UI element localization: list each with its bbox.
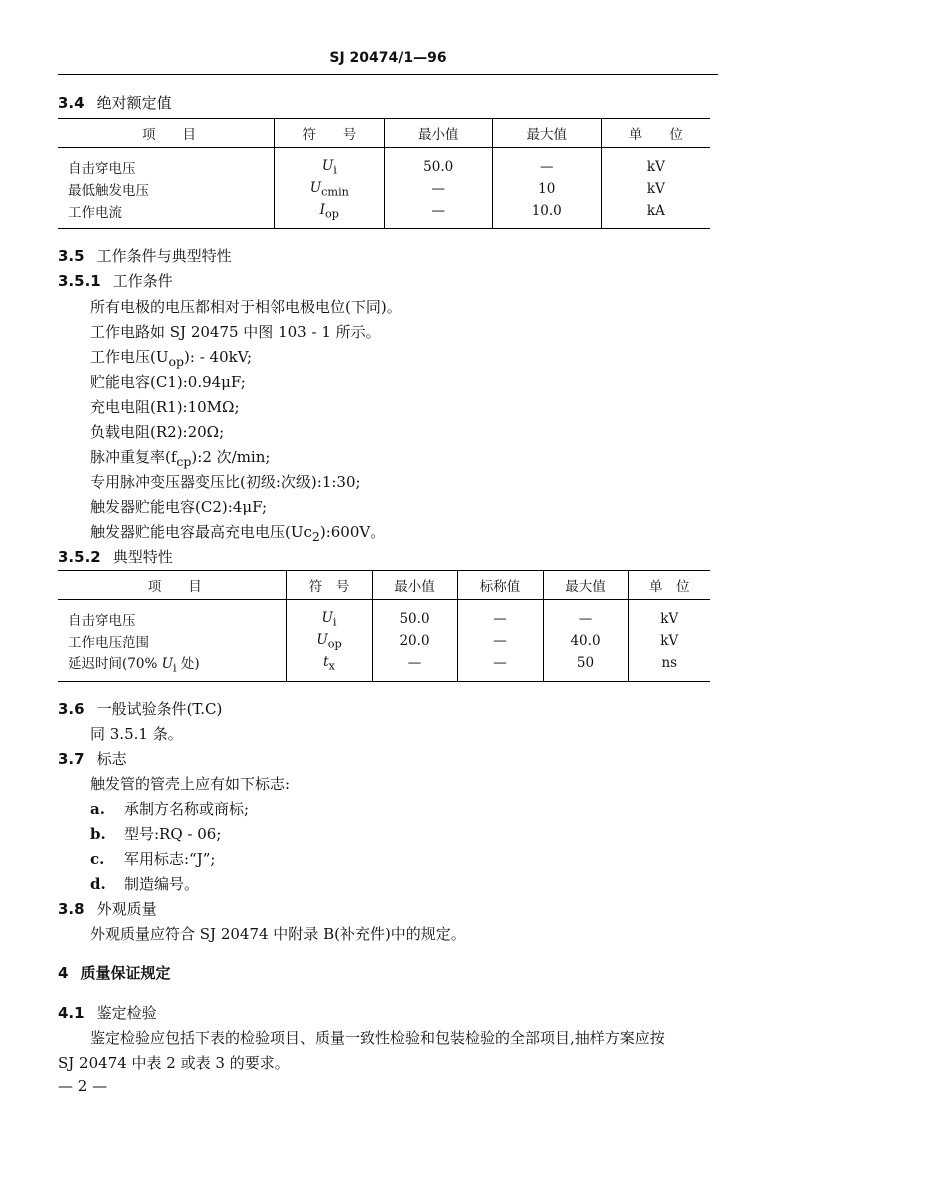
cell-max: 10.0 (492, 200, 601, 229)
section-title: 典型特性 (112, 548, 173, 566)
cell-symbol (274, 148, 384, 179)
condition-line: 负载电阻(R2):20Ω; (90, 423, 225, 441)
text: 延迟时间(70% (68, 656, 162, 672)
condition-line (90, 446, 270, 469)
col-header-max: 最大值 (543, 571, 628, 600)
symbol-sub: op (325, 207, 339, 221)
condition-line: 贮能电容(C1):0.94μF; (90, 373, 246, 391)
symbol: I (319, 201, 325, 218)
cell-item: 工作电压范围 (68, 635, 149, 651)
col-header-symbol: 符 号 (274, 119, 384, 148)
cell-symbol (274, 200, 384, 229)
col-header-symbol: 符 号 (286, 571, 372, 600)
table-row (58, 200, 710, 229)
list-text: 型号:RQ - 06; (124, 825, 222, 843)
section-3-8-heading (58, 898, 157, 919)
cell-symbol (286, 600, 372, 631)
section-number: 3.4 (58, 94, 85, 112)
section-4-1-heading (58, 1002, 157, 1023)
symbol: U (321, 609, 333, 626)
cell-symbol (274, 178, 384, 200)
section-title: 一般试验条件(T.C) (96, 700, 223, 718)
cell-symbol (286, 652, 372, 681)
cell-unit: kA (601, 200, 710, 229)
cell-unit: kV (601, 178, 710, 200)
cell-unit: kV (628, 600, 710, 631)
col-header-item: 项 目 (58, 571, 286, 600)
table-row (58, 178, 710, 200)
body-line: 触发管的管壳上应有如下标志: (90, 775, 291, 793)
section-title: 鉴定检验 (96, 1004, 157, 1022)
text: ): - 40kV; (184, 348, 253, 366)
symbol-sub: op (327, 637, 342, 651)
subscript: 2 (311, 529, 320, 544)
cell-nominal: — (457, 630, 543, 652)
cell-item: 自击穿电压 (68, 161, 136, 177)
cell-unit: kV (628, 630, 710, 652)
table-row (58, 148, 710, 179)
section-3-6-heading (58, 698, 222, 719)
symbol: t (323, 654, 329, 670)
section-number: 4.1 (58, 1004, 85, 1022)
condition-line: 触发器贮能电容(C2):4μF; (90, 498, 267, 516)
section-4-heading (58, 962, 170, 983)
subscript: op (168, 354, 185, 369)
header-rule (58, 74, 718, 75)
col-header-unit: 单 位 (628, 571, 710, 600)
section-3-5-1-heading (58, 270, 173, 291)
symbol-sub: i (333, 163, 337, 177)
section-number: 3.7 (58, 750, 85, 768)
section-number: 3.5.1 (58, 272, 101, 290)
col-header-min: 最小值 (372, 571, 457, 600)
cell-item: 自击穿电压 (68, 613, 136, 629)
cell-item: 工作电流 (68, 205, 122, 221)
col-header-min: 最小值 (384, 119, 492, 148)
text: ):2 次/min; (191, 448, 271, 466)
section-title: 绝对额定值 (96, 94, 172, 112)
text: 处) (176, 656, 200, 672)
cell-max: — (492, 148, 601, 179)
symbol: U (161, 656, 173, 672)
condition-line: 充电电阻(R1):10MΩ; (90, 398, 240, 416)
col-header-max: 最大值 (492, 119, 601, 148)
cell-nominal: — (457, 600, 543, 631)
condition-line: 所有电极的电压都相对于相邻电极电位(下同)。 (90, 298, 402, 316)
section-number: 3.5.2 (58, 548, 101, 566)
col-header-nominal: 标称值 (457, 571, 543, 600)
list-item (90, 798, 249, 819)
list-marker: a. (90, 800, 105, 818)
section-number: 3.6 (58, 700, 85, 718)
section-3-4-heading (58, 92, 172, 113)
section-number: 3.8 (58, 900, 85, 918)
page-header: SJ 20474/1—96 (329, 50, 447, 66)
body-line: 同 3.5.1 条。 (90, 725, 183, 743)
symbol: U (309, 179, 322, 196)
table-header-row (58, 119, 710, 148)
list-text: 制造编号。 (124, 875, 200, 893)
list-marker: c. (90, 850, 105, 868)
cell-max: 10 (492, 178, 601, 200)
cell-max: 40.0 (543, 630, 628, 652)
body-line: SJ 20474 中表 2 或表 3 的要求。 (58, 1054, 290, 1072)
text: 工作电压(U (90, 348, 169, 366)
symbol-sub: cmin (321, 185, 349, 199)
list-marker: b. (90, 825, 106, 843)
section-3-5-heading (58, 245, 232, 266)
text: 脉冲重复率(f (90, 448, 177, 466)
col-header-item: 项 目 (58, 119, 274, 148)
table-row (58, 600, 710, 631)
subscript: cp (176, 454, 192, 469)
list-text: 承制方名称或商标; (124, 800, 250, 818)
section-title: 外观质量 (96, 900, 157, 918)
table-row (58, 630, 710, 652)
symbol-sub: i (332, 615, 337, 629)
typical-characteristics-table (58, 570, 710, 682)
col-header-unit: 单 位 (601, 119, 710, 148)
page-number: — 2 — (58, 1077, 108, 1095)
symbol: U (316, 631, 328, 648)
symbol-sub: i (172, 661, 177, 675)
cell-item (58, 652, 286, 681)
cell-min: 20.0 (372, 630, 457, 652)
cell-min: 50.0 (384, 148, 492, 179)
section-3-7-heading (58, 748, 127, 769)
cell-min: — (384, 178, 492, 200)
cell-min: — (372, 652, 457, 681)
condition-line (90, 521, 385, 544)
section-title: 工作条件与典型特性 (96, 247, 232, 265)
cell-unit: ns (628, 652, 710, 681)
section-3-5-2-heading (58, 546, 173, 567)
condition-line: 工作电路如 SJ 20475 中图 103 - 1 所示。 (90, 323, 381, 341)
cell-symbol (286, 630, 372, 652)
cell-nominal: — (457, 652, 543, 681)
list-marker: d. (90, 875, 106, 893)
text: 触发器贮能电容最高充电电压(Uc (90, 523, 312, 541)
cell-max: 50 (543, 652, 628, 681)
section-title: 质量保证规定 (80, 964, 171, 982)
body-line: 鉴定检验应包括下表的检验项目、质量一致性检验和包装检验的全部项目,抽样方案应按 (90, 1029, 665, 1047)
condition-line: 专用脉冲变压器变压比(初级:次级):1:30; (90, 473, 361, 491)
table-row (58, 652, 710, 681)
list-item (90, 823, 221, 844)
section-title: 工作条件 (112, 272, 173, 290)
section-title: 标志 (96, 750, 127, 768)
symbol: U (321, 157, 334, 174)
symbol-sub: x (328, 659, 335, 673)
absolute-ratings-table (58, 118, 710, 229)
cell-min: — (384, 200, 492, 229)
list-item (90, 848, 215, 869)
body-line: 外观质量应符合 SJ 20474 中附录 B(补充件)中的规定。 (90, 925, 466, 943)
cell-max: — (543, 600, 628, 631)
cell-unit: kV (601, 148, 710, 179)
condition-line (90, 346, 252, 369)
section-number: 3.5 (58, 247, 85, 265)
list-text: 军用标志:“J”; (124, 850, 216, 868)
cell-item: 最低触发电压 (68, 183, 149, 199)
section-number: 4 (58, 964, 69, 982)
table-header-row (58, 571, 710, 600)
list-item (90, 873, 199, 894)
cell-min: 50.0 (372, 600, 457, 631)
text: ):600V。 (319, 523, 386, 541)
